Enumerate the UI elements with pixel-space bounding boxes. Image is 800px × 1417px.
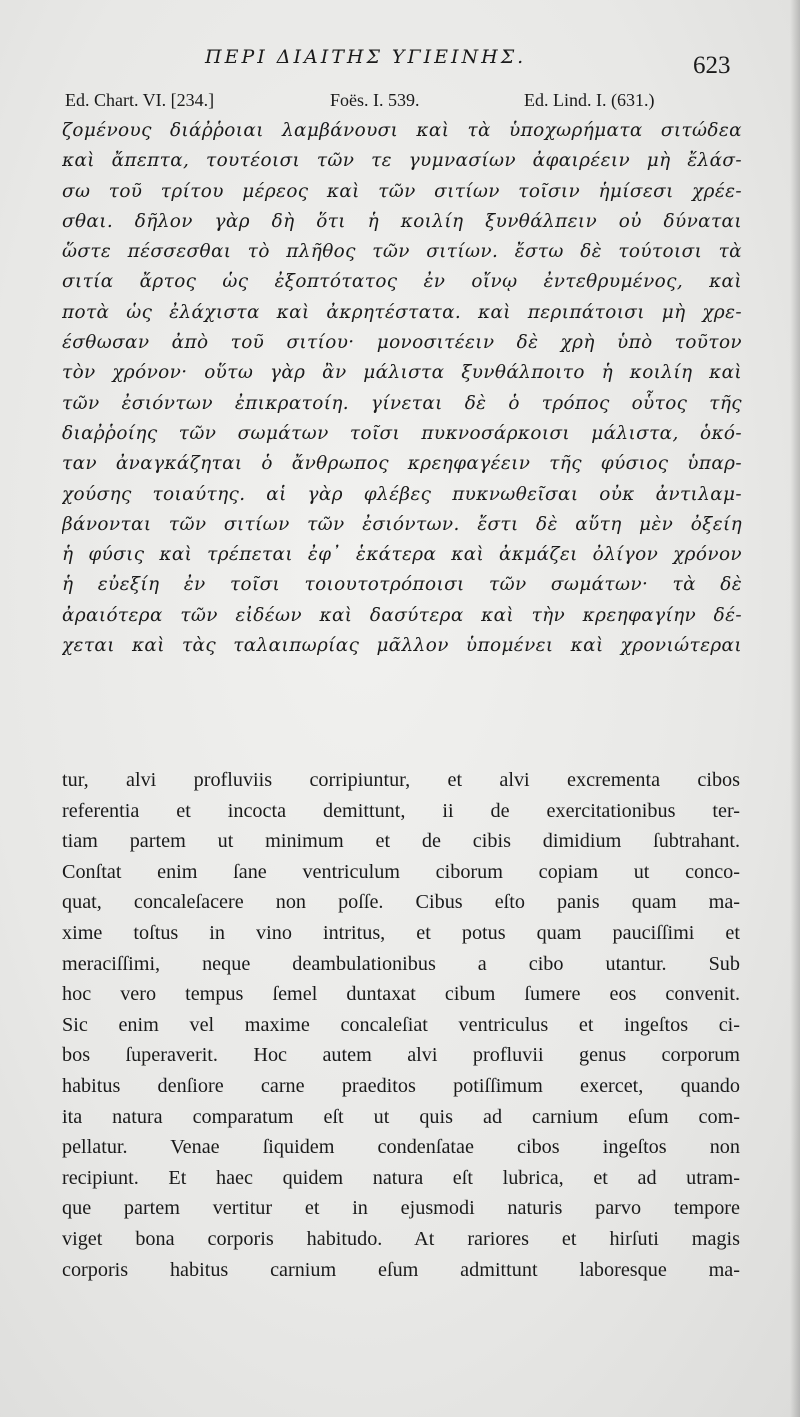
greek-line: σθαι. δῆλον γὰρ δὴ ὅτι ἡ κοιλίη ξυνθάλπειν οὐ δύναται bbox=[62, 210, 742, 232]
latin-line: quat, concaleſacere non poſſe. Cibus eſto panis quam ma- bbox=[62, 891, 740, 914]
latin-line: habitus denſiore carne praeditos potiſſimum exercet, quando bbox=[62, 1074, 740, 1097]
greek-line: ποτὰ ὡς ἐλάχιστα καὶ ἀκρητέστατα. καὶ περιπάτοισι μὴ χρε- bbox=[62, 301, 742, 323]
latin-line: recipiunt. Et haec quidem natura eſt lubrica, et ad utram- bbox=[62, 1166, 740, 1189]
latin-line: bos ſuperaverit. Hoc autem alvi profluvii genus corporum bbox=[62, 1044, 740, 1067]
page-edge-shadow bbox=[790, 0, 800, 1417]
greek-line: ἡ φύσις καὶ τρέπεται ἐφ᾽ ἑκάτερα καὶ ἀκμάζει ὀλίγον χρόνον bbox=[62, 544, 742, 566]
edition-ref-chartier: Ed. Chart. VI. [234.] bbox=[65, 90, 215, 110]
greek-line: ὥστε πέσσεσθαι τὸ πλῆθος τῶν σιτίων. ἔστω δὲ τούτοισι τὰ bbox=[62, 241, 742, 263]
greek-line: ἡ εὐεξίη ἐν τοῖσι τοιουτοτρόποισι τῶν σωμάτων· τὰ δὲ bbox=[62, 574, 742, 596]
latin-line: viget bona corporis habitudo. At rariores et hirſuti magis bbox=[62, 1227, 740, 1250]
running-title: ΠΕΡΙ ΔΙΑΙΤΗΣ ΥΓΙΕΙΝΗΣ. bbox=[205, 46, 527, 68]
greek-line: καὶ ἄπεπτα, τουτέοισι τῶν τε γυμνασίων ἀφαιρέειν μὴ ἔλάσ- bbox=[62, 150, 742, 172]
latin-line: meraciſſimi, neque deambulationibus a cibo utantur. Sub bbox=[62, 952, 740, 975]
latin-line: Conſtat enim ſane ventriculum ciborum copiam ut conco- bbox=[62, 860, 740, 883]
greek-line: σιτία ἄρτος ὡς ἐξοπτότατος ἐν οἴνῳ ἐντεθρυμένος, καὶ bbox=[62, 271, 742, 293]
edition-ref-linden: Ed. Lind. I. (631.) bbox=[524, 90, 655, 110]
greek-line: έσθωσαν ἀπὸ τοῦ σιτίου· μονοσιτέειν δὲ χρὴ ὑπὸ τοῦτον bbox=[62, 332, 742, 354]
greek-line: ζομένους διάῤῥοιαι λαμβάνουσι καὶ τὰ ὑποχωρήματα σιτώδεα bbox=[62, 120, 742, 141]
latin-line: pellatur. Venae ſiquidem condenſatae cibos ingeſtos non bbox=[62, 1136, 740, 1159]
latin-text-block bbox=[62, 765, 740, 1285]
latin-line: Sic enim vel maxime concaleſiat ventriculus et ingeſtos ci- bbox=[62, 1013, 740, 1036]
greek-line: ταν ἀναγκάζηται ὁ ἄνθρωπος κρεηφαγέειν τῆς φύσιος ὑπαρ- bbox=[62, 453, 742, 475]
greek-line: τῶν ἐσιόντων ἐπικρατοίη. γίνεται δὲ ὁ τρόπος οὗτος τῆς bbox=[62, 392, 742, 414]
greek-line: χούσης τοιαύτης. αἱ γὰρ φλέβες πυκνωθεῖσαι οὐκ ἀντιλαμ- bbox=[62, 483, 742, 505]
latin-line: xime toſtus in vino intritus, et potus quam pauciſſimi et bbox=[62, 921, 740, 944]
latin-line: hoc vero tempus ſemel duntaxat cibum ſumere eos convenit. bbox=[62, 983, 740, 1006]
greek-line: διαῤῥοίης τῶν σωμάτων τοῖσι πυκνοσάρκοισι μάλιστα, ὁκό- bbox=[62, 422, 742, 444]
latin-line: tur, alvi profluviis corripiuntur, et alvi excrementa cibos bbox=[62, 769, 740, 791]
greek-text-block bbox=[62, 116, 742, 661]
latin-line: referentia et incocta demittunt, ii de exercitationibus ter- bbox=[62, 799, 740, 822]
greek-line: τὸν χρόνον· οὕτω γὰρ ἂν μάλιστα ξυνθάλποιτο ἡ κοιλίη καὶ bbox=[62, 362, 742, 384]
latin-line: tiam partem ut minimum et de cibis dimidium ſubtrahant. bbox=[62, 830, 740, 853]
latin-line: que partem vertitur et in ejusmodi naturis parvo tempore bbox=[62, 1197, 740, 1220]
greek-line: ἀραιότερα τῶν εἰδέων καὶ δασύτερα καὶ τὴν κρεηφαγίην δέ- bbox=[62, 604, 742, 626]
greek-line: βάνονται τῶν σιτίων τῶν ἐσιόντων. ἔστι δὲ αὕτη μὲν ὀξείη bbox=[62, 513, 742, 535]
latin-line: corporis habitus carnium eſum admittunt laboresque ma- bbox=[62, 1258, 740, 1281]
greek-line: χεται καὶ τὰς ταλαιπωρίας μᾶλλον ὑπομένει καὶ χρονιώτεραι bbox=[62, 635, 742, 657]
edition-ref-foes: Foës. I. 539. bbox=[330, 90, 420, 110]
greek-line: σω τοῦ τρίτου μέρεος καὶ τῶν σιτίων τοῖσιν ἡμίσεσι χρέε- bbox=[62, 180, 742, 202]
latin-line: ita natura comparatum eſt ut quis ad carnium eſum com- bbox=[62, 1105, 740, 1128]
page-number: 623 bbox=[693, 52, 731, 79]
